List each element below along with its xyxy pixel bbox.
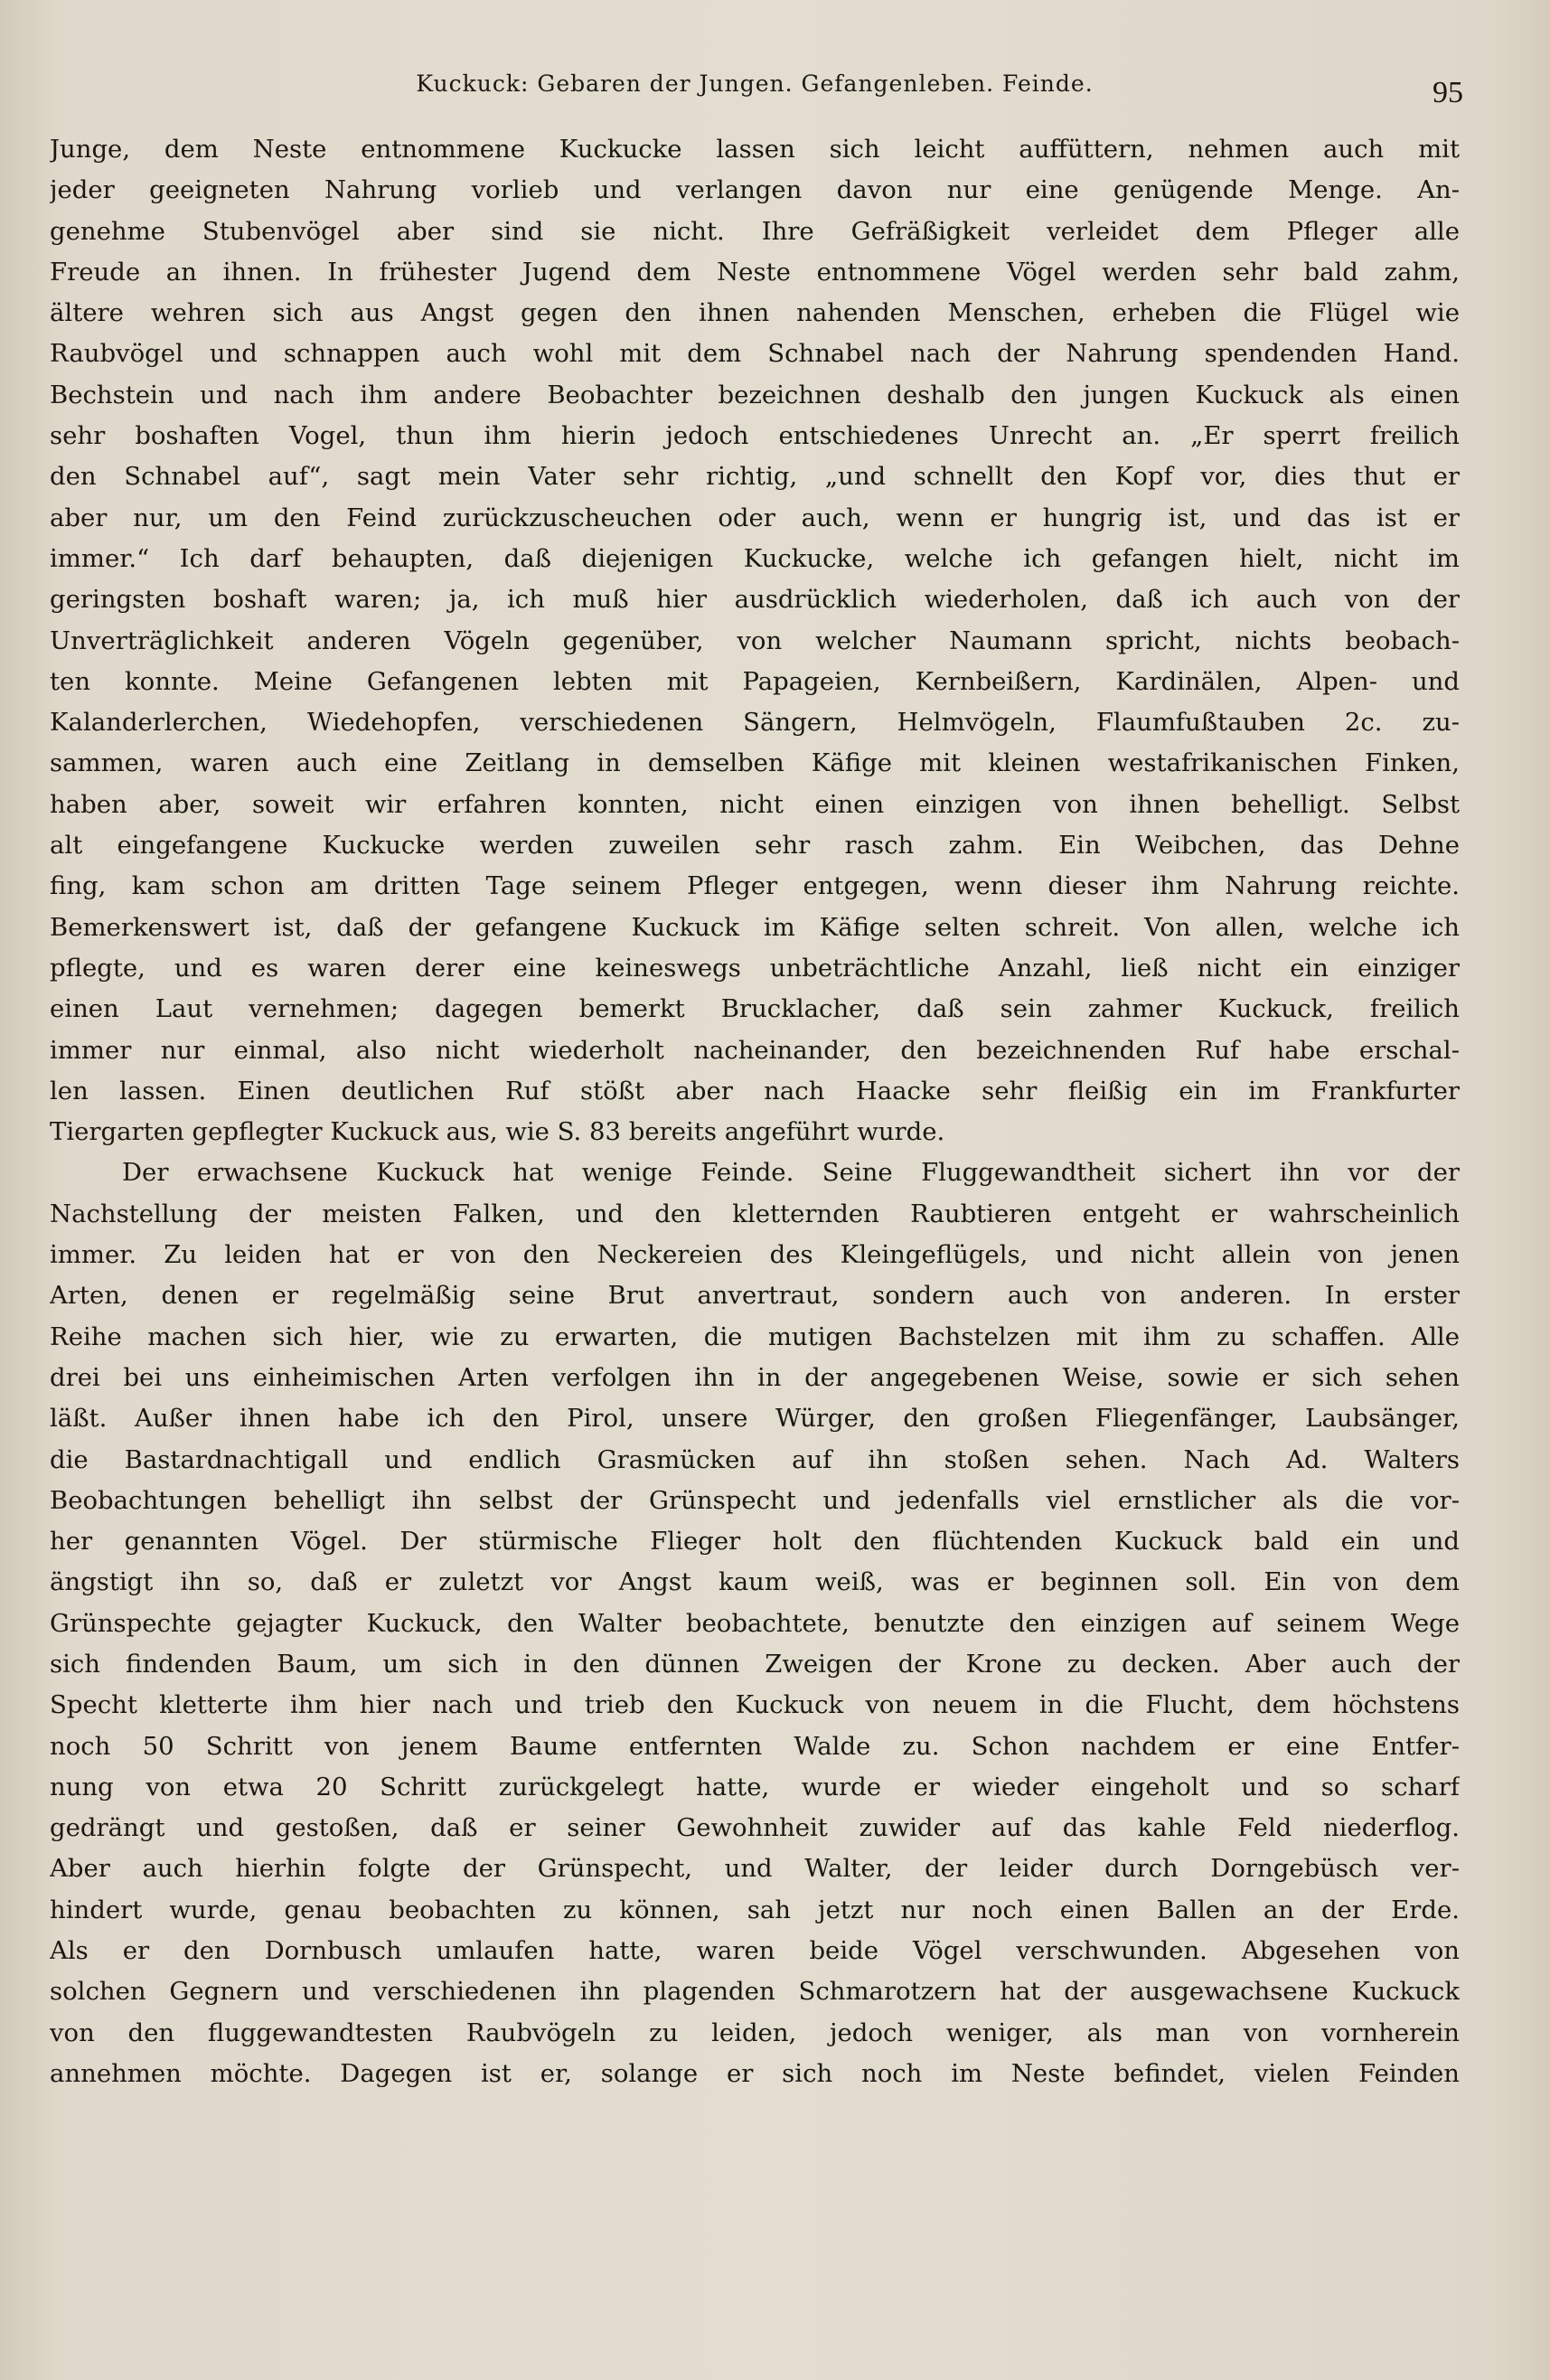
text-line: drei bei uns einheimischen Arten verfolgen ihn in der angegebenen Weise, sowie er sich sehen bbox=[50, 1362, 1460, 1392]
text-line: sich findenden Baum, um sich in den dünnen Zweigen der Krone zu decken. Aber auch der bbox=[50, 1649, 1460, 1679]
text-line: die Bastardnachtigall und endlich Grasmücken auf ihn stoßen sehen. Nach Ad. Walters bbox=[50, 1444, 1460, 1474]
paragraph-1 bbox=[50, 129, 1460, 1152]
text-line: ältere wehren sich aus Angst gegen den ihnen nahenden Menschen, erheben die Flügel wie bbox=[50, 298, 1460, 328]
text-line: Specht kletterte ihm hier nach und trieb den Kuckuck von neuem in die Flucht, dem höchstens bbox=[50, 1690, 1460, 1720]
text-line: Beobachtungen behelligt ihn selbst der Grünspecht und jedenfalls viel ernstlicher als die vor- bbox=[50, 1485, 1460, 1515]
text-line: Aber auch hierhin folgte der Grünspecht, und Walter, der leider durch Dorngebüsch ver- bbox=[50, 1854, 1460, 1884]
text-line: Bemerkenswert ist, daß der gefangene Kuckuck im Käfige selten schreit. Von allen, welche ich bbox=[50, 912, 1460, 942]
text-line: sammen, waren auch eine Zeitlang in demselben Käfige mit kleinen westafrikanischen Finken, bbox=[50, 748, 1460, 778]
text-line: ten konnte. Meine Gefangenen lebten mit Papageien, Kernbeißern, Kardinälen, Alpen- und bbox=[50, 666, 1460, 696]
text-line: nung von etwa 20 Schritt zurückgelegt hatte, wurde er wieder eingeholt und so scharf bbox=[50, 1772, 1460, 1801]
text-line: immer nur einmal, also nicht wiederholt nacheinander, den bezeichnenden Ruf habe erschal- bbox=[50, 1035, 1460, 1065]
text-line: alt eingefangene Kuckucke werden zuweilen sehr rasch zahm. Ein Weibchen, das Dehne bbox=[50, 831, 1460, 861]
text-line: annehmen möchte. Dagegen ist er, solange er sich noch im Neste befindet, vielen Feinden bbox=[50, 2058, 1460, 2088]
text-line: Grünspechte gejagter Kuckuck, den Walter beobachtete, benutzte den einzigen auf seinem Wege bbox=[50, 1608, 1460, 1638]
text-line: Arten, denen er regelmäßig seine Brut anvertraut, sondern auch von anderen. In erster bbox=[50, 1281, 1460, 1311]
text-line: len lassen. Einen deutlichen Ruf stößt aber nach Haacke sehr fleißig ein im Frankfurter bbox=[50, 1076, 1460, 1105]
paragraph-2 bbox=[50, 1152, 1460, 2094]
text-line: aber nur, um den Feind zurückzuscheuchen oder auch, wenn er hungrig ist, und das ist er bbox=[50, 503, 1460, 532]
text-line: läßt. Außer ihnen habe ich den Pirol, unsere Würger, den großen Fliegenfänger, Laubsänger, bbox=[50, 1404, 1460, 1434]
text-line: den Schnabel auf“, sagt mein Vater sehr richtig, „und schnellt den Kopf vor, dies thut er bbox=[50, 462, 1460, 492]
text-line: Reihe machen sich hier, wie zu erwarten, die mutigen Bachstelzen mit ihm zu schaffen. Alle bbox=[50, 1322, 1460, 1351]
text-line: ängstigt ihn so, daß er zuletzt vor Angst kaum weiß, was er beginnen soll. Ein von dem bbox=[50, 1567, 1460, 1597]
text-line: sehr boshaften Vogel, thun ihm hierin jedoch entschiedenes Unrecht an. „Er sperrt freilich bbox=[50, 421, 1460, 451]
text-line: gedrängt und gestoßen, daß er seiner Gewohnheit zuwider auf das kahle Feld niederflog. bbox=[50, 1813, 1460, 1843]
page-number: 95 bbox=[1433, 76, 1463, 109]
text-line: Als er den Dornbusch umlaufen hatte, waren beide Vögel verschwunden. Abgesehen von bbox=[50, 1936, 1460, 1966]
text-line: haben aber, soweit wir erfahren konnten, nicht einen einzigen von ihnen behelligt. Selbst bbox=[50, 789, 1460, 819]
text-line: immer.“ Ich darf behaupten, daß diejenigen Kuckucke, welche ich gefangen hielt, nicht im bbox=[50, 543, 1460, 573]
text-line: Raubvögel und schnappen auch wohl mit dem Schnabel nach der Nahrung spendenden Hand. bbox=[50, 339, 1460, 369]
text-line: einen Laut vernehmen; dagegen bemerkt Brucklacher, daß sein zahmer Kuckuck, freilich bbox=[50, 994, 1460, 1024]
text-line: Tiergarten gepflegter Kuckuck aus, wie S. 83 bereits angeführt wurde. bbox=[50, 1117, 945, 1147]
text-line: immer. Zu leiden hat er von den Neckereien des Kleingeflügels, und nicht allein von jenen bbox=[50, 1240, 1460, 1270]
text-line: Junge, dem Neste entnommene Kuckucke lassen sich leicht auffüttern, nehmen auch mit bbox=[50, 135, 1460, 164]
text-line: Der erwachsene Kuckuck hat wenige Feinde. Seine Fluggewandtheit sichert ihn vor der bbox=[122, 1158, 1460, 1188]
text-line: Kalanderlerchen, Wiedehopfen, verschiedenen Sängern, Helmvögeln, Flaumfußtauben 2c. zu- bbox=[50, 708, 1460, 738]
text-line: Nachstellung der meisten Falken, und den kletternden Raubtieren entgeht er wahrscheinlich bbox=[50, 1199, 1460, 1228]
running-head-title: Kuckuck: Gebaren der Jungen. Gefangenleben. Feinde. bbox=[416, 71, 1094, 97]
text-line: fing, kam schon am dritten Tage seinem Pfleger entgegen, wenn dieser ihm Nahrung reichte. bbox=[50, 871, 1460, 901]
text-line: pflegte, und es waren derer eine keineswegs unbeträchtliche Anzahl, ließ nicht ein einziger bbox=[50, 953, 1460, 983]
text-line: Freude an ihnen. In frühester Jugend dem Neste entnommene Vögel werden sehr bald zahm, bbox=[50, 257, 1460, 287]
text-line: jeder geeigneten Nahrung vorlieb und verlangen davon nur eine genügende Menge. An- bbox=[50, 175, 1460, 205]
text-line: Unverträglichkeit anderen Vögeln gegenüber, von welcher Naumann spricht, nichts beobach- bbox=[50, 626, 1460, 655]
running-head bbox=[50, 71, 1463, 116]
text-line: solchen Gegnern und verschiedenen ihn plagenden Schmarotzern hat der ausgewachsene Kuckuck bbox=[50, 1977, 1460, 2007]
text-line: Bechstein und nach ihm andere Beobachter bezeichnen deshalb den jungen Kuckuck als einen bbox=[50, 380, 1460, 409]
body-text bbox=[50, 129, 1460, 2094]
text-line: geringsten boshaft waren; ja, ich muß hier ausdrücklich wiederholen, daß ich auch von der bbox=[50, 585, 1460, 615]
text-line: noch 50 Schritt von jenem Baume entfernten Walde zu. Schon nachdem er eine Entfer- bbox=[50, 1731, 1460, 1761]
text-line: her genannten Vögel. Der stürmische Flieger holt den flüchtenden Kuckuck bald ein und bbox=[50, 1527, 1460, 1557]
text-line: hindert wurde, genau beobachten zu können, sah jetzt nur noch einen Ballen an der Erde. bbox=[50, 1895, 1460, 1924]
text-line: genehme Stubenvögel aber sind sie nicht. Ihre Gefräßigkeit verleidet dem Pfleger alle bbox=[50, 216, 1460, 246]
text-line: von den fluggewandtesten Raubvögeln zu leiden, jedoch weniger, als man von vornherein bbox=[50, 2018, 1460, 2047]
